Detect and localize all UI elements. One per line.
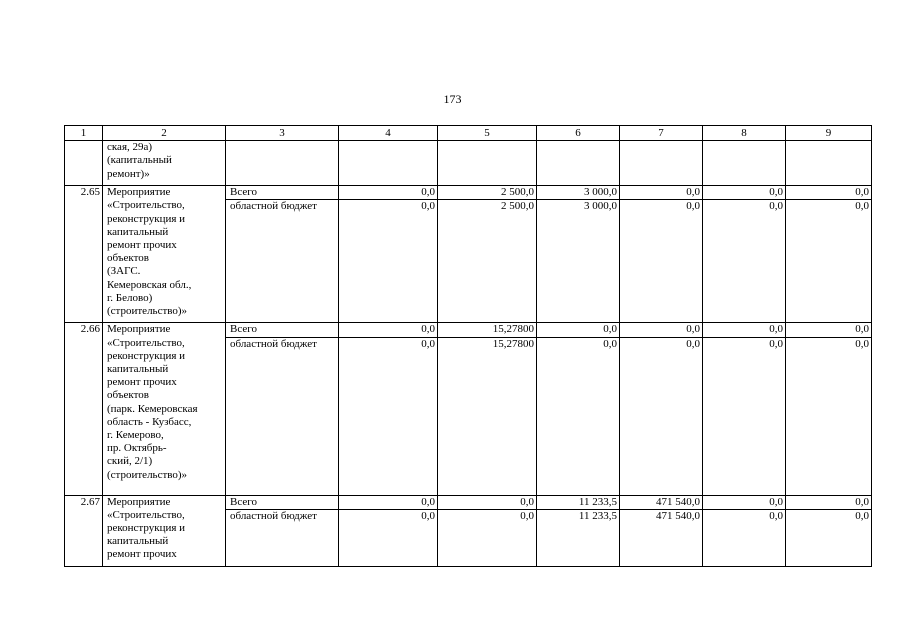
value-cell: 0,0 [786, 323, 872, 337]
table-row [65, 186, 872, 200]
value-cell: 11 233,5 [537, 495, 620, 509]
value-cell: 0,0 [537, 323, 620, 337]
item-number-cell: 2.65 [65, 186, 103, 323]
source-cell: областной бюджет [226, 200, 339, 323]
value-cell: 0,0 [620, 200, 703, 323]
value-cell: 0,0 [339, 323, 438, 337]
item-description: Мероприятие «Строительство, реконструкция и капитальный ремонт прочих [103, 495, 226, 566]
value-cell [786, 141, 872, 186]
value-cell: 0,0 [339, 186, 438, 200]
header-cell: 8 [703, 126, 786, 141]
value-cell: 0,0 [703, 509, 786, 566]
item-description: Мероприятие «Строительство, реконструкция и капитальный ремонт прочих объектов (ЗАГС. Кемеровская обл., г. Белово) (строительство)» [103, 186, 226, 323]
value-cell [703, 141, 786, 186]
value-cell: 2 500,0 [438, 186, 537, 200]
table-header [65, 126, 872, 141]
value-cell: 0,0 [339, 509, 438, 566]
item-description: ская, 29а) (капитальный ремонт)» [103, 141, 226, 186]
table-row [65, 495, 872, 509]
value-cell [620, 141, 703, 186]
value-cell: 0,0 [339, 495, 438, 509]
table-row [65, 323, 872, 337]
value-cell: 0,0 [339, 337, 438, 495]
value-cell: 15,27800 [438, 337, 537, 495]
value-cell: 0,0 [703, 323, 786, 337]
header-cell: 6 [537, 126, 620, 141]
header-cell: 1 [65, 126, 103, 141]
value-cell: 3 000,0 [537, 186, 620, 200]
source-cell: Всего [226, 323, 339, 337]
value-cell: 0,0 [620, 337, 703, 495]
value-cell [438, 141, 537, 186]
value-cell: 0,0 [786, 495, 872, 509]
table-row [65, 141, 872, 186]
value-cell: 11 233,5 [537, 509, 620, 566]
item-number-cell [65, 141, 103, 186]
page-number: 173 [443, 92, 462, 106]
source-cell: Всего [226, 186, 339, 200]
value-cell: 0,0 [620, 323, 703, 337]
value-cell: 0,0 [786, 509, 872, 566]
value-cell: 0,0 [786, 200, 872, 323]
value-cell: 0,0 [438, 509, 537, 566]
source-cell: областной бюджет [226, 337, 339, 495]
source-cell [226, 141, 339, 186]
value-cell [339, 141, 438, 186]
value-cell: 0,0 [438, 495, 537, 509]
value-cell: 0,0 [786, 337, 872, 495]
value-cell: 15,27800 [438, 323, 537, 337]
value-cell: 0,0 [703, 495, 786, 509]
header-cell: 5 [438, 126, 537, 141]
value-cell: 0,0 [703, 200, 786, 323]
value-cell: 3 000,0 [537, 200, 620, 323]
value-cell: 2 500,0 [438, 200, 537, 323]
header-cell: 9 [786, 126, 872, 141]
item-number-cell: 2.67 [65, 495, 103, 566]
value-cell: 0,0 [339, 200, 438, 323]
value-cell: 0,0 [620, 186, 703, 200]
value-cell: 471 540,0 [620, 509, 703, 566]
budget-table [64, 125, 872, 567]
value-cell [537, 141, 620, 186]
item-description: Мероприятие «Строительство, реконструкция и капитальный ремонт прочих объектов (парк. Кемеровская область - Кузбасс, г. Кемерово, пр. Октябрь- ский, 2/1) (строительство)» [103, 323, 226, 495]
value-cell: 0,0 [537, 337, 620, 495]
value-cell: 471 540,0 [620, 495, 703, 509]
value-cell: 0,0 [703, 337, 786, 495]
source-cell: Всего [226, 495, 339, 509]
value-cell: 0,0 [703, 186, 786, 200]
source-cell: областной бюджет [226, 509, 339, 566]
header-cell: 2 [103, 126, 226, 141]
item-number-cell: 2.66 [65, 323, 103, 495]
header-cell: 7 [620, 126, 703, 141]
value-cell: 0,0 [786, 186, 872, 200]
header-cell: 4 [339, 126, 438, 141]
header-cell: 3 [226, 126, 339, 141]
